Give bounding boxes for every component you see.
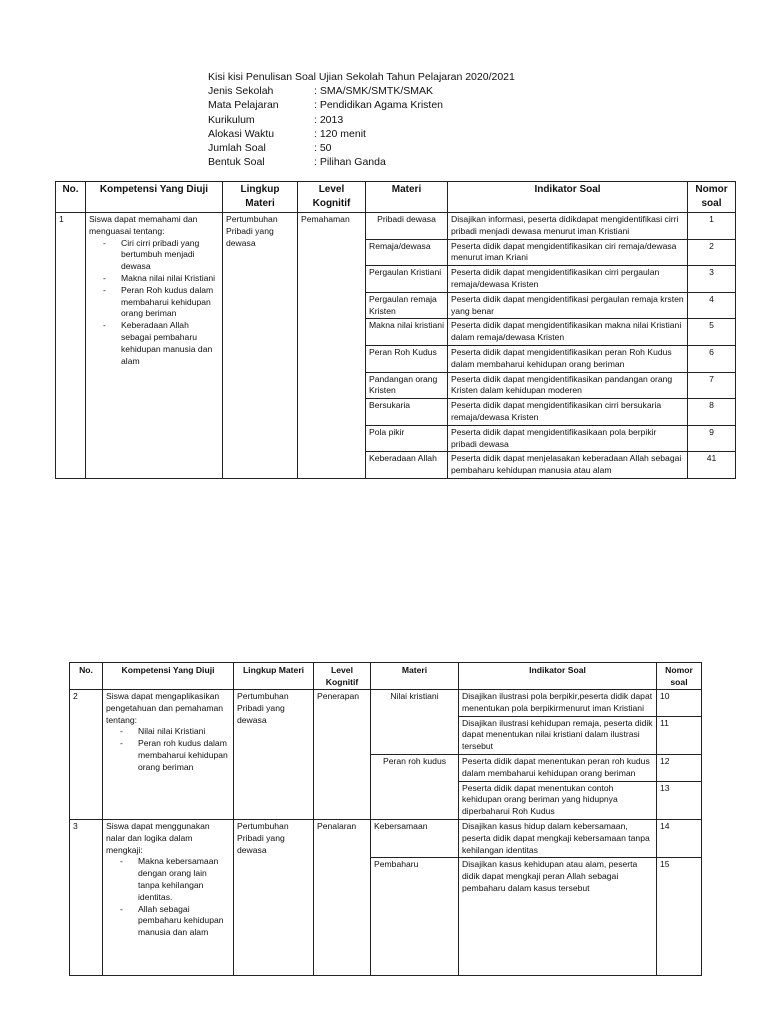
header-label: Jumlah Soal — [208, 142, 266, 155]
col-header-level: Level Kognitif — [298, 182, 366, 213]
header-row-alokasi-waktu — [208, 127, 515, 141]
cell-materi: Makna nilai kristiani — [366, 319, 448, 346]
cell-nomor: 6 — [688, 345, 736, 372]
cell-indikator: Peserta didik dapat mengidentifikasikan cirri bersukaria remaja/dewasa Kristen — [448, 399, 688, 426]
table-row — [70, 819, 702, 857]
col-header-lingkup: Lingkup Materi — [223, 182, 298, 213]
list-item: - Ciri cirri pribadi yang bertumbuh menjadi dewasa — [121, 238, 219, 273]
cell-indikator: Disajikan kasus kehidupan atau alam, peserta didik dapat mengkaji peran Allah sebagai pembaharu dalam kasus tersebut — [459, 858, 657, 976]
list-item: - Allah sebagai pembaharu kehidupan manusia dan alam — [138, 904, 230, 939]
cell-nomor: 7 — [688, 372, 736, 399]
header-row-mata-pelajaran — [208, 98, 515, 112]
list-item: - Peran Roh kudus dalam membaharui kehidupan orang beriman — [121, 285, 219, 320]
cell-indikator: Peserta didik dapat mengidentifikasikan pandangan orang Kristen dalam kehidupan moderen — [448, 372, 688, 399]
col-header-kompetensi: Kompetensi Yang Diuji — [86, 182, 223, 213]
cell-nomor: 5 — [688, 319, 736, 346]
document-header — [208, 70, 515, 169]
cell-indikator: Peserta didik dapat mengidentifikasikan peran Roh Kudus dalam membaharui kehidupan orang beriman — [448, 345, 688, 372]
col-header-nomor: Nomor soal — [657, 663, 702, 690]
kompetensi-list — [89, 238, 219, 368]
kompetensi-list — [106, 726, 230, 773]
cell-nomor: 8 — [688, 399, 736, 426]
cell-indikator: Peserta didik dapat mengidentifikasi pergaulan remaja krsten yang benar — [448, 292, 688, 319]
cell-indikator: Disajikan ilustrasi pola berpikir,peserta didik dapat menentukan pola berpikirmenurut iman Kristiani — [459, 690, 657, 717]
header-value: : 50 — [314, 142, 332, 155]
cell-indikator: Peserta didik dapat menentukan peran roh kudus dalam membaharui kehidupan orang beriman — [459, 754, 657, 781]
kompetensi-intro: Siswa dapat menggunakan nalar dan logika dalam mengkaji: — [106, 820, 210, 855]
header-row-bentuk-soal — [208, 155, 515, 169]
cell-indikator: Disajikan kasus hidup dalam kebersamaan, peserta didik dapat mengkaji kebersamaan tanpa kehilangan identitas — [459, 819, 657, 857]
header-value: : Pendidikan Agama Kristen — [314, 99, 443, 112]
list-item: - Makna nilai nilai Kristiani — [121, 273, 219, 285]
header-label: Alokasi Waktu — [208, 127, 275, 140]
cell-nomor: 14 — [657, 819, 702, 857]
header-value: : 120 menit — [314, 127, 366, 140]
header-row-kurikulum — [208, 113, 515, 127]
cell-materi: Pergaulan remaja Kristen — [366, 292, 448, 319]
cell-lingkup: Pertumbuhan Pribadi yang dewasa — [234, 819, 314, 975]
cell-indikator: Peserta didik dapat mengidentifikasikaan pola berpikir pribadi dewasa — [448, 425, 688, 452]
header-value: : SMA/SMK/SMTK/SMAK — [314, 85, 434, 98]
list-item: - Peran roh kudus dalam membaharui kehidupan orang beriman — [138, 738, 230, 773]
col-header-no: No. — [70, 663, 103, 690]
header-label: Mata Pelajaran — [208, 99, 279, 112]
kompetensi-intro: Siswa dapat mengaplikasikan pengetahuan dan pemahaman tentang: — [106, 691, 224, 725]
header-label: Jenis Sekolah — [208, 85, 274, 98]
header-row-jumlah-soal — [208, 141, 515, 155]
cell-nomor: 11 — [657, 716, 702, 754]
cell-indikator: Peserta didik dapat mengidentifikasikan cirri pergaulan remaja/dewasa Kristen — [448, 266, 688, 293]
col-header-indikator: Indikator Soal — [448, 182, 688, 213]
cell-nomor: 10 — [657, 690, 702, 717]
cell-kompetensi — [103, 690, 234, 820]
cell-kompetensi — [86, 213, 223, 479]
col-header-nomor: Nomor soal — [688, 182, 736, 213]
col-header-materi: Materi — [366, 182, 448, 213]
cell-nomor: 13 — [657, 781, 702, 819]
cell-indikator: Peserta didik dapat mengidentifikasikan makna nilai Kristiani dalam remaja/dewasa Kristen — [448, 319, 688, 346]
cell-materi: Remaja/dewasa — [366, 239, 448, 266]
cell-materi: Pembaharu — [371, 858, 459, 976]
list-item: - Keberadaan Allah sebagai pembaharu kehidupan manusia dan alam — [121, 320, 219, 367]
kompetensi-list — [106, 856, 230, 939]
cell-nomor: 3 — [688, 266, 736, 293]
cell-indikator: Peserta didik dapat menentukan contoh kehidupan orang beriman yang hidupnya diperbaharui Roh Kudus — [459, 781, 657, 819]
cell-nomor: 15 — [657, 858, 702, 976]
cell-indikator: Peserta didik dapat mengidentifikasikan ciri remaja/dewasa menurut iman Kriani — [448, 239, 688, 266]
cell-no: 3 — [70, 819, 103, 975]
cell-indikator: Peserta didik dapat menjelasakan keberadaan Allah sebagai pembaharu kehidupan manusia atau alam — [448, 452, 688, 479]
table-row — [70, 690, 702, 717]
cell-materi: Nilai kristiani — [371, 690, 459, 755]
header-label: Bentuk Soal — [208, 156, 265, 169]
col-header-materi: Materi — [371, 663, 459, 690]
col-header-kompetensi: Kompetensi Yang Diuji — [103, 663, 234, 690]
cell-materi: Peran Roh Kudus — [366, 345, 448, 372]
kompetensi-intro: Siswa dapat memahami dan menguasai tentang: — [89, 214, 198, 236]
cell-kompetensi — [103, 819, 234, 975]
col-header-lingkup: Lingkup Materi — [234, 663, 314, 690]
cell-nomor: 9 — [688, 425, 736, 452]
cell-nomor: 1 — [688, 213, 736, 240]
cell-no: 1 — [56, 213, 86, 479]
cell-no: 2 — [70, 690, 103, 820]
col-header-indikator: Indikator Soal — [459, 663, 657, 690]
header-row-jenis-sekolah — [208, 84, 515, 98]
col-header-no: No. — [56, 182, 86, 213]
cell-materi: Kebersamaan — [371, 819, 459, 857]
cell-level: Penalaran — [314, 819, 371, 975]
kisi-kisi-table-1 — [55, 181, 736, 479]
cell-materi: Pergaulan Kristiani — [366, 266, 448, 293]
cell-nomor: 2 — [688, 239, 736, 266]
list-item: - Nilai nilai Kristiani — [138, 726, 230, 738]
header-label: Kurikulum — [208, 113, 255, 126]
cell-materi: Keberadaan Allah — [366, 452, 448, 479]
cell-level: Pemahaman — [298, 213, 366, 479]
cell-indikator: Disajikan informasi, peserta didikdapat mengidentifikasi cirri pribadi menjadi dewasa menurut iman Kristiani — [448, 213, 688, 240]
cell-nomor: 12 — [657, 754, 702, 781]
table-header-row — [70, 663, 702, 690]
kisi-kisi-table-2 — [69, 662, 702, 976]
cell-indikator: Disajikan ilustrasi kehidupan remaja, peserta didik dapat menentukan nilai kristiani dalam ilustrasi tersebut — [459, 716, 657, 754]
cell-materi: Pandangan orang Kristen — [366, 372, 448, 399]
list-item: - Makna kebersamaan dengan orang lain tanpa kehilangan identitas. — [138, 856, 230, 903]
cell-materi: Peran roh kudus — [371, 754, 459, 819]
cell-materi: Pribadi dewasa — [366, 213, 448, 240]
col-header-level: Level Kognitif — [314, 663, 371, 690]
header-value: : Pilihan Ganda — [314, 156, 386, 169]
cell-materi: Bersukaria — [366, 399, 448, 426]
header-value: : 2013 — [314, 113, 344, 126]
cell-nomor: 41 — [688, 452, 736, 479]
cell-lingkup: Pertumbuhan Pribadi yang dewasa — [234, 690, 314, 820]
table-header-row — [56, 182, 736, 213]
cell-level: Penerapan — [314, 690, 371, 820]
cell-lingkup: Pertumbuhan Pribadi yang dewasa — [223, 213, 298, 479]
table-row — [56, 213, 736, 240]
cell-nomor: 4 — [688, 292, 736, 319]
document-title: Kisi kisi Penulisan Soal Ujian Sekolah Tahun Pelajaran 2020/2021 — [208, 71, 515, 83]
cell-materi: Pola pikir — [366, 425, 448, 452]
